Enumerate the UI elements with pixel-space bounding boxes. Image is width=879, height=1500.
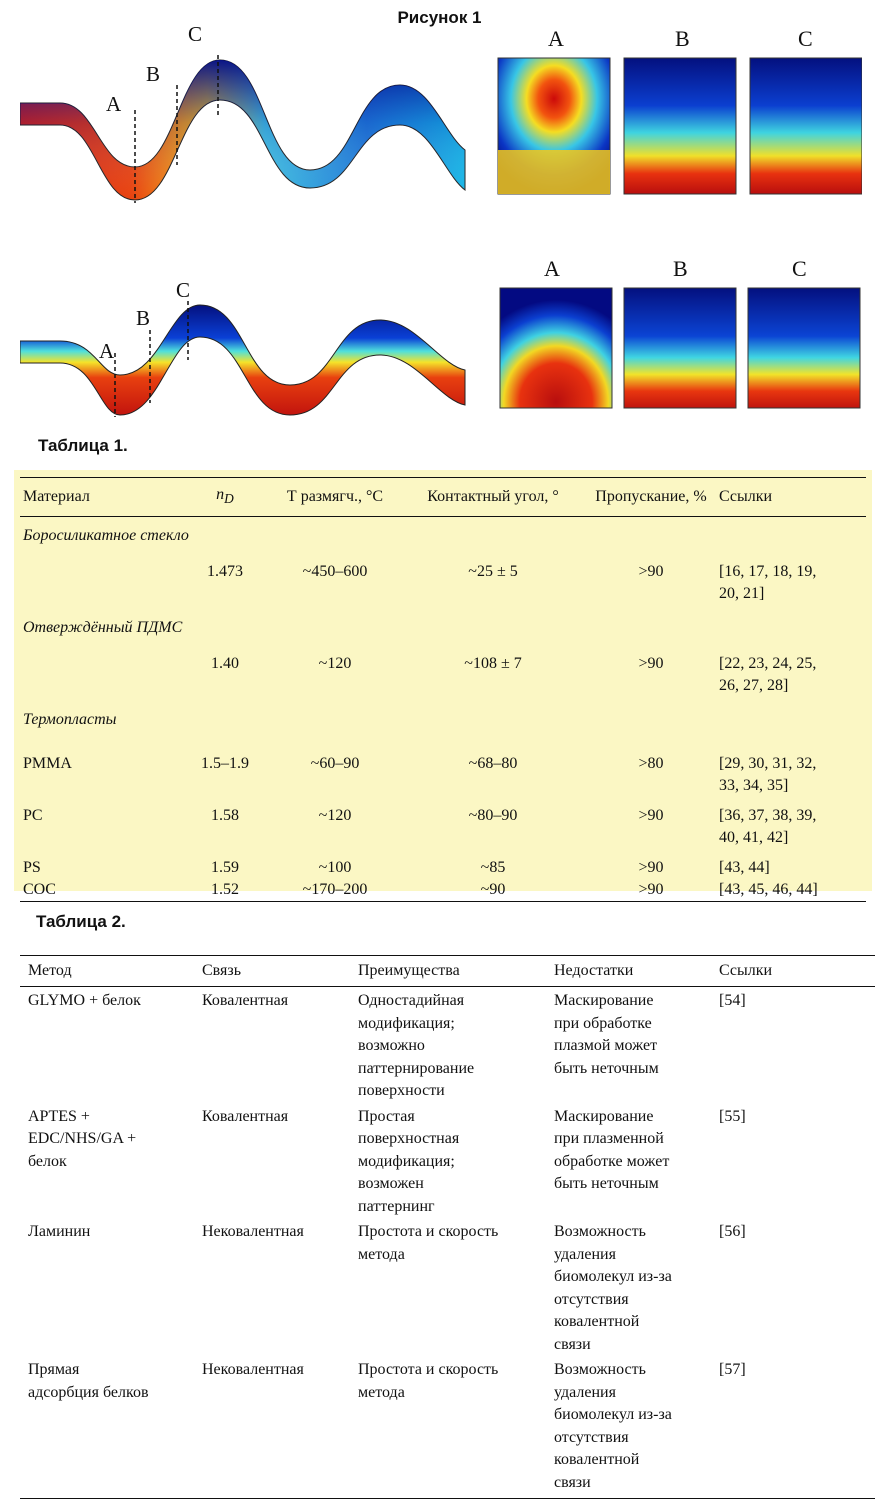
- table1-cell-angle: ~25 ± 5: [468, 563, 518, 580]
- table1-group-label: Отверждённый ПДМС: [23, 619, 183, 636]
- table1-cell-material: PS: [23, 859, 41, 876]
- table1-cell-refs: [43, 45, 46, 44]: [716, 879, 866, 902]
- top-wave-label-b: B: [146, 62, 161, 86]
- table2-row: [20, 987, 875, 1103]
- table1-header-material: Материал: [20, 478, 180, 517]
- table2-cell-bond: Нековалентная: [202, 1223, 304, 1240]
- table2-header-row: [20, 956, 875, 987]
- table1-group-row: [20, 609, 866, 653]
- table2-cell-refs: [54]: [719, 992, 746, 1009]
- table1-cell-angle: ~68–80: [468, 755, 518, 772]
- table1-row: [20, 561, 866, 609]
- wave-channel-bottom: [20, 275, 468, 420]
- table1-cell-refs: [43, 44]: [719, 859, 770, 876]
- table1-group-label: Боросиликатное стекло: [23, 527, 189, 544]
- top-wave-label-c: C: [188, 22, 203, 46]
- table1-panel: [14, 470, 872, 898]
- table2-cell-cons: Возможность удаления биомолекул из-за отсутствия ковалентной связи: [546, 1356, 711, 1499]
- table1-cell-refs: [36, 37, 38, 39, 40, 41, 42]: [719, 807, 817, 846]
- table1-cell-temp: ~120: [318, 655, 352, 672]
- table2-cell-pros: Простота и скорость метода: [358, 1223, 499, 1263]
- cross-sections-bottom: [492, 250, 862, 412]
- bottom-wave-label-b: B: [136, 306, 151, 330]
- table1-cell-transmission: >90: [586, 879, 716, 902]
- table2-header-refs: Ссылки: [711, 956, 875, 987]
- table1-cell-transmission: >90: [638, 655, 664, 672]
- table1-row: [20, 879, 866, 902]
- table1-cell-transmission: >80: [638, 755, 664, 772]
- table1-cell-temp: ~450–600: [302, 563, 368, 580]
- top-panel-label-c: C: [798, 26, 813, 51]
- table1-group-row: [20, 701, 866, 745]
- table2-cell-method: APTES + EDC/NHS/GA + белок: [28, 1107, 137, 1170]
- table2-cell-pros: Простота и скорость метода: [350, 1356, 546, 1499]
- table1: [20, 477, 866, 902]
- table1-row: [20, 745, 866, 797]
- table1-cell-material: PC: [23, 807, 43, 824]
- table1-cell-temp: ~100: [318, 859, 352, 876]
- table1-cell-temp: ~120: [318, 807, 352, 824]
- table1-group-row: [20, 517, 866, 562]
- table2-cell-pros: Простая поверхностная модификация; возможен паттернинг: [358, 1107, 460, 1215]
- table1-header-temp: Т размягч., °C: [270, 478, 400, 517]
- table1-cell-refs: [16, 17, 18, 19, 20, 21]: [719, 563, 817, 602]
- table2-cell-cons: Маскирование при обработке плазмой может быть неточным: [554, 992, 659, 1077]
- table2-header-pros: Преимущества: [350, 956, 546, 987]
- table2-header-method: Метод: [20, 956, 194, 987]
- table2-cell-cons: Маскирование при плазменной обработке может быть неточным: [554, 1107, 670, 1192]
- bottom-panel-label-c: C: [792, 256, 807, 281]
- table2-row: [20, 1356, 875, 1499]
- wave-channel-top: [20, 55, 468, 205]
- table2-cell-method: GLYMO + белок: [28, 992, 141, 1009]
- table2-cell-refs: [55]: [719, 1107, 746, 1125]
- table2: [20, 955, 875, 1499]
- bottom-panel-label-a: A: [544, 256, 560, 281]
- table1-row: [20, 653, 866, 701]
- table1-row: [20, 797, 866, 849]
- table1-cell-refs: [29, 30, 31, 32, 33, 34, 35]: [719, 755, 817, 794]
- bottom-wave-label-a: A: [99, 339, 115, 363]
- bottom-panel-label-b: B: [673, 256, 688, 281]
- table1-cell-transmission: >90: [638, 807, 664, 824]
- table1-cell-angle: ~108 ± 7: [464, 655, 522, 672]
- table1-cell-angle: ~80–90: [468, 807, 518, 824]
- table1-cell-temp: ~170–200: [270, 879, 400, 902]
- table1-cell-angle: ~85: [480, 859, 506, 876]
- table2-caption: Таблица 2.: [36, 912, 126, 931]
- table1-cell-temp: ~60–90: [310, 755, 360, 772]
- table1-header-transmission: Пропускание, %: [586, 478, 716, 517]
- table2-row: [20, 1218, 875, 1356]
- table1-cell-material: PMMA: [23, 755, 72, 772]
- table1-cell-nd: 1.59: [211, 859, 239, 876]
- table2-cell-bond: Ковалентная: [202, 1107, 289, 1125]
- table2-cell-refs: [56]: [719, 1223, 746, 1240]
- table2-header-bond: Связь: [194, 956, 350, 987]
- bottom-wave-label-c: C: [176, 278, 191, 302]
- table1-header-angle: Контактный угол, °: [400, 478, 586, 517]
- table1-cell-angle: ~90: [400, 879, 586, 902]
- table1-cell-nd: 1.473: [207, 563, 243, 580]
- table1-cell-nd: 1.58: [211, 807, 239, 824]
- table1-header-row: [20, 478, 866, 517]
- top-panel-label-a: A: [548, 26, 564, 51]
- table1-cell-transmission: >90: [638, 563, 664, 580]
- table2-cell-refs: [57]: [711, 1356, 875, 1499]
- top-panel-label-b: B: [675, 26, 690, 51]
- table1-cell-nd: 1.52: [180, 879, 270, 902]
- table1-header-refs: Ссылки: [716, 478, 866, 517]
- table2-row: [20, 1103, 875, 1219]
- table2-cell-method: Прямая адсорбция белков: [20, 1356, 194, 1499]
- table2-cell-bond: Ковалентная: [202, 992, 289, 1009]
- figure-title: Рисунок 1: [397, 8, 482, 27]
- table1-cell-transmission: >90: [638, 859, 664, 876]
- table1-cell-refs: [22, 23, 24, 25, 26, 27, 28]: [719, 655, 817, 694]
- table1-cell-nd: 1.5–1.9: [201, 755, 249, 772]
- table2-cell-pros: Одностадийная модификация; возможно паттернирование поверхности: [358, 992, 475, 1099]
- top-wave-label-a: A: [106, 92, 122, 116]
- cross-sections-top: [492, 20, 862, 198]
- table1-cell-material: [20, 653, 180, 701]
- table1-group-label: Термопласты: [23, 711, 117, 728]
- table1-cell-material: [20, 561, 180, 609]
- table2-header-cons: Недостатки: [546, 956, 711, 987]
- table1-row: [20, 849, 866, 879]
- table2-cell-bond: Нековалентная: [194, 1356, 350, 1499]
- table2-cell-cons: Возможность удаления биомолекул из-за отсутствия ковалентной связи: [554, 1223, 672, 1353]
- table1-cell-material: COC: [20, 879, 180, 902]
- table2-cell-method: Ламинин: [28, 1223, 91, 1240]
- table1-header-nd: $n_D$: [180, 478, 270, 517]
- table1-cell-nd: 1.40: [211, 655, 239, 672]
- table1-caption: Таблица 1.: [38, 436, 128, 455]
